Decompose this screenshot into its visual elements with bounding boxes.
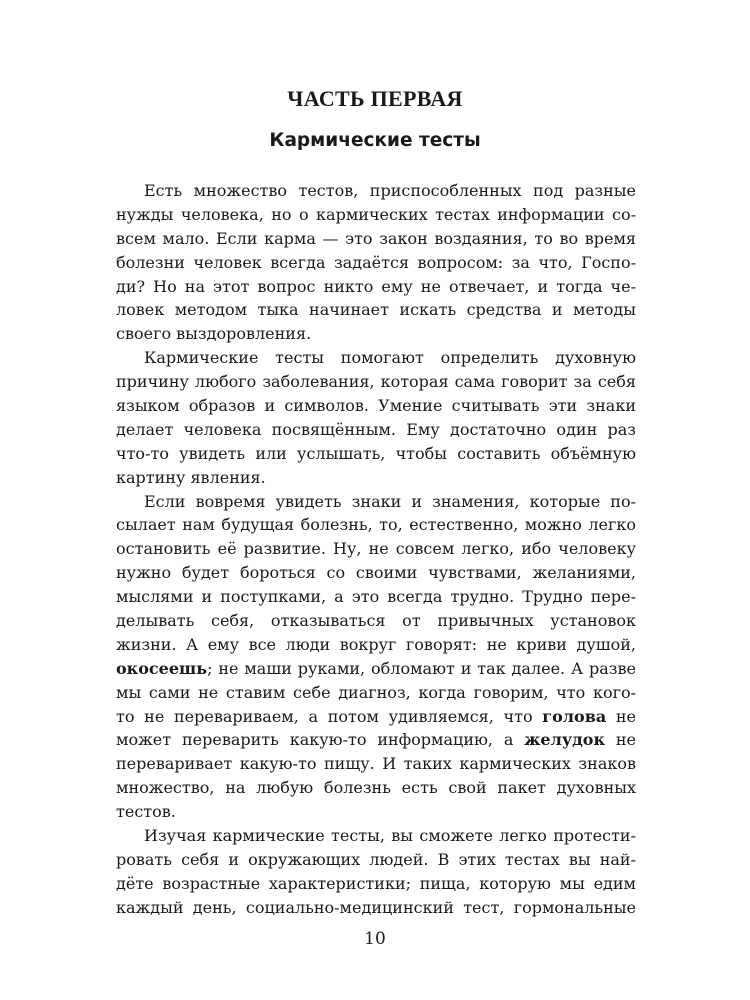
text-segment: нужно будет бороться со своими чувствами, желаниями, — [116, 563, 636, 583]
bold-term: желудок — [524, 730, 606, 750]
text-line — [116, 203, 636, 227]
text-segment: причину любого заболевания, которая сама говорит за себя — [116, 372, 636, 392]
text-segment: не — [606, 706, 637, 726]
text-line — [116, 561, 636, 585]
text-line — [116, 537, 636, 561]
text-segment: ; не маши руками, обломают и так далее. А разве — [207, 658, 636, 678]
text-segment: болезни человек всегда задаётся вопросом: за что, Госпо- — [116, 252, 636, 272]
text-segment: языком образов и символов. Умение считывать эти знаки — [116, 396, 636, 416]
text-segment: остановить её развитие. Ну, не совсем легко, ибо человеку — [116, 539, 636, 559]
text-segment: переваривает какую-то пищу. И таких кармических знаков — [116, 754, 636, 774]
text-segment: жизни. А ему все люди вокруг говорят: не криви душой, — [116, 634, 636, 654]
body-text — [116, 179, 636, 920]
paragraph — [116, 179, 636, 346]
text-line — [116, 513, 636, 537]
text-line — [116, 896, 636, 920]
text-line — [116, 824, 636, 848]
text-segment: каждый день, социально-медицинский тест, гормональные — [116, 897, 636, 917]
text-line — [116, 872, 636, 896]
text-segment: дёте возрастные характеристики; пища, которую мы едим — [116, 873, 636, 893]
text-segment: Если вовремя увидеть знаки и знамения, которые по- — [144, 491, 636, 511]
text-line — [116, 776, 636, 800]
text-line — [116, 179, 636, 203]
text-segment: всем мало. Если карма — это закон воздаяния, то во время — [116, 228, 636, 248]
text-line — [116, 251, 636, 275]
text-segment: ди? Но на этот вопрос никто ему не отвечает, и тогда че- — [116, 276, 636, 296]
text-segment: Есть множество тестов, приспособленных под разные — [144, 181, 636, 200]
text-line — [116, 394, 636, 418]
text-line — [116, 490, 636, 514]
text-segment: нужды человека, но о кармических тестах информации со- — [116, 204, 636, 224]
text-segment: то не перевариваем, а потом удивляемся, что — [116, 706, 543, 726]
text-line — [116, 418, 636, 442]
chapter-title: Кармические тесты — [269, 130, 481, 151]
text-segment: сылает нам будущая болезнь, то, естественно, можно легко — [116, 515, 636, 535]
text-line — [116, 633, 636, 657]
text-line — [116, 298, 636, 322]
text-line — [116, 346, 636, 370]
paragraph — [116, 824, 636, 920]
text-line — [116, 657, 636, 681]
text-line — [116, 848, 636, 872]
text-segment: ловек методом тыка начинает искать средства и методы — [116, 300, 636, 320]
text-segment: делывать себя, отказываться от привычных установок — [116, 611, 636, 631]
text-line — [116, 227, 636, 251]
bold-term: голова — [542, 706, 607, 726]
text-line — [116, 275, 636, 299]
text-segment: может переварить какую-то информацию, а — [116, 730, 525, 750]
page-number: 10 — [364, 929, 386, 949]
text-line — [116, 370, 636, 394]
text-segment: мыслями и поступками, а это всегда трудно. Трудно пере- — [116, 587, 636, 607]
text-line — [116, 585, 636, 609]
text-line — [116, 705, 636, 729]
text-segment: картину явления. — [116, 467, 266, 487]
text-line — [116, 442, 636, 466]
text-segment: что-то увидеть или услышать, чтобы составить объёмную — [116, 443, 636, 463]
text-line — [116, 609, 636, 633]
text-line — [116, 322, 636, 346]
text-segment: не — [605, 730, 637, 750]
text-segment: множество, на любую болезнь есть свой пакет духовных — [116, 778, 636, 798]
text-segment: мы сами не ставим себе диагноз, когда говорим, что кого- — [116, 682, 636, 702]
text-line — [116, 752, 636, 776]
text-line — [116, 466, 636, 490]
text-segment: Изучая кармические тесты, вы сможете легко протести- — [144, 826, 636, 846]
part-title: ЧАСТЬ ПЕРВАЯ — [287, 86, 463, 111]
text-segment: ровать себя и окружающих людей. В этих тестах вы най- — [116, 849, 636, 869]
text-segment: Кармические тесты помогают определить духовную — [144, 348, 636, 368]
bold-term: окосеешь — [116, 658, 208, 678]
text-segment: тестов. — [116, 802, 176, 822]
text-line — [116, 681, 636, 705]
text-segment: своего выздоровления. — [116, 324, 312, 344]
paragraph — [116, 490, 636, 824]
text-segment: делает человека посвящённым. Ему достаточно один раз — [116, 419, 636, 439]
text-line — [116, 800, 636, 824]
text-line — [116, 728, 636, 752]
paragraph — [116, 346, 636, 489]
